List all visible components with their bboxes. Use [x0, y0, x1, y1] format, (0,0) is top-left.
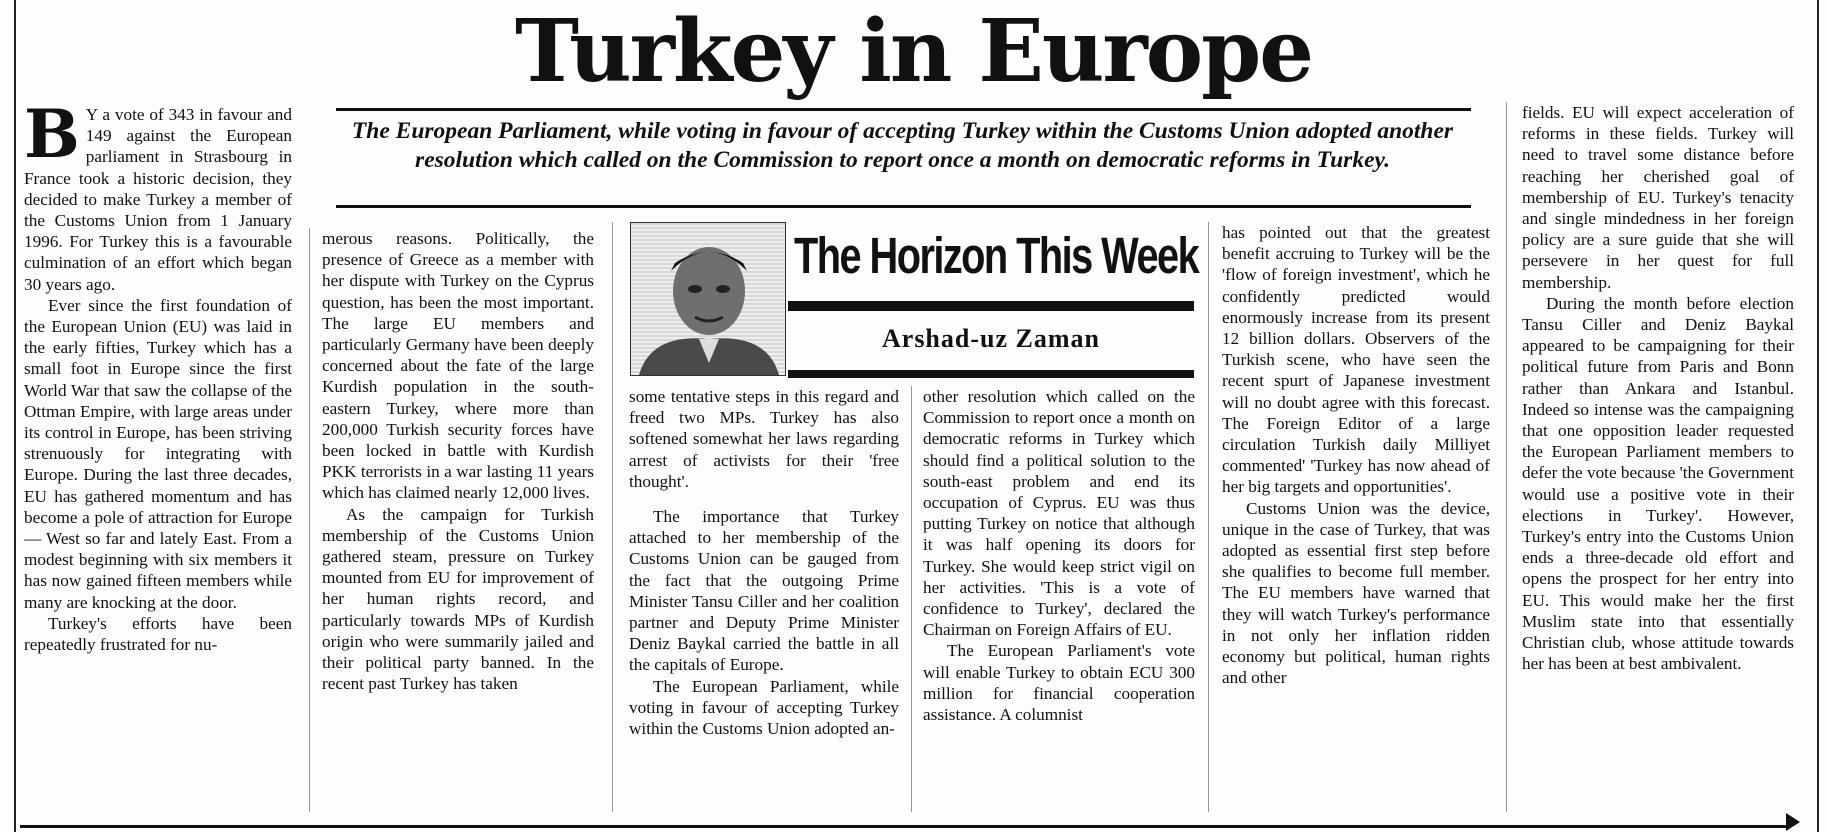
deck-top-rule	[336, 108, 1471, 111]
deck: The European Parliament, while voting in favour of accepting Turkey within the Customs Union adopted another resolution which called on the Commission to report once a month on democratic reforms in Turkey.	[351, 118, 1454, 173]
right-border	[1817, 0, 1819, 832]
article-column-1	[24, 95, 292, 655]
article-column-6	[1522, 102, 1794, 674]
author-portrait-icon	[631, 223, 785, 375]
paragraph: some tentative steps in this regard and freed two MPs. Turkey has also softened somewhat her laws regarding arrest of activists for their 'free thought'.	[629, 387, 899, 491]
paragraph: has pointed out that the greatest benefit accruing to Turkey will be the 'flow of foreign investment', which he confidently predicted would enormously increase from its present 12 billion dollars. Observers of the Turkish scene, who have seen the recent spurt of Japanese investment will no doubt agree with this forecast. The Foreign Editor of a large circulation Turkish daily Milliyet commented' 'Turkey has now ahead of her big targets and opportunities'.	[1222, 223, 1490, 497]
paragraph: B Y a vote of 343 in favour and 149 against the European parliament in Strasbourg in France took a historic decision, they decided to make Turkey a member of the Customs Union from 1 January 1996. For Turkey this is a favourable culmination of an effort which began 30 years ago.	[24, 95, 292, 294]
paragraph: fields. EU will expect acceleration of reforms in these fields. Turkey will need to travel some distance before reaching her cherished goal of membership of EU. Turkey's tenacity and single mindedness in her foreign policy are a sure guide that she will persevere in her quest for full membership.	[1522, 103, 1794, 292]
bottom-rule	[20, 825, 1790, 828]
byline-rule	[788, 370, 1194, 378]
dropcap: B	[24, 95, 80, 173]
paragraph: The European Parliament's vote will enable Turkey to obtain ECU 300 million for financial cooperation assistance. A columnist	[923, 641, 1195, 725]
paragraph: During the month before election Tansu Ciller and Deniz Baykal appeared to be campaigning for their political future from Paris and Bonn rather than Ankara and Istanbul. Indeed so intense was the campaigning that one opposition leader requested the European Parliament members to defer the vote because 'the Government would use a positive vote in their elections in Turkey'. However, Turkey's entry into the Customs Union ends a three-decade old effort and opens the prospect for her entry into EU. This would make her the first Muslim state into that essentially Christian club, whose attitude towards her has been at best ambivalent.	[1522, 293, 1794, 674]
column-divider	[309, 228, 310, 812]
column-divider	[1208, 222, 1209, 812]
paragraph: merous reasons. Politically, the presence of Greece as a member with her dispute with Turkey on the Cyprus question, has been the most important. The large EU members and particularly Germany have been deeply concerned about the fate of the large Kurdish population in the south-eastern Turkey, where more than 200,000 Turkish security forces have been locked in battle with Kurdish PKK terrorists in a war lasting 11 years which has claimed nearly 12,000 lives.	[322, 229, 594, 503]
headline: Turkey in Europe	[515, 1, 1312, 102]
paragraph: Turkey's efforts have been repeatedly frustrated for nu-	[24, 613, 292, 655]
paragraph: As the campaign for Turkish membership of the Customs Union gathered steam, pressure on Turkey mounted from EU for improvement of her human rights record, and particularly towards MPs of Kurdish origin who were summarily jailed and their political party banned. In the recent past Turkey has taken	[322, 504, 594, 694]
article-column-5	[1222, 222, 1490, 688]
paragraph: The European Parliament, while voting in favour of accepting Turkey within the Customs Union adopted an-	[629, 676, 899, 739]
article-column-2	[322, 228, 594, 694]
column-divider	[911, 386, 912, 812]
paragraph: Customs Union was the device, unique in the case of Turkey, that was adopted as essential first step before she qualifies to become full member. The EU members have warned that they will watch Turkey's performance in not only her inflation ridden economy but political, human rights and other	[1222, 498, 1490, 688]
deck-bottom-rule	[336, 205, 1471, 208]
paragraph: other resolution which called on the Commission to report once a month on democratic reforms in Turkey which should find a political solution to the south-east problem and end its occupation of Cyprus. EU was thus putting Turkey on notice that although it was half opening its doors for Turkey. She would keep strict vigil on her activities. 'This is a vote of confidence to Turkey', declared the Chairman on Foreign Affairs of EU.	[923, 387, 1195, 640]
article-column-4	[923, 386, 1195, 725]
author-photo	[630, 222, 786, 376]
column-divider	[1506, 102, 1507, 812]
byline: Arshad-uz Zaman	[882, 324, 1100, 353]
paragraph: Ever since the first foundation of the European Union (EU) was laid in the early fifties, Turkey which has a small foot in Europe since the first World War that saw the collapse of the Ottman Empire, with large areas under its control in Europe, has been striving strenuously for integrating with Europe. During the last three decades, EU has gathered momentum and has become a pole of attraction for Europe — West so far and lately East. From a modest beginning with six members it has now gained fifteen members while many are knocking at the door.	[24, 295, 292, 612]
column-divider	[612, 222, 613, 812]
article-column-3	[629, 386, 899, 739]
column-title-rule	[788, 301, 1194, 311]
column-title: The Horizon This Week	[794, 227, 1199, 284]
paragraph: The importance that Turkey attached to her membership of the Customs Union can be gauged from the fact that the outgoing Prime Minister Tansu Ciller and her coalition partner and Deputy Prime Minister Deniz Baykal carried the battle in all the capitals of Europe.	[629, 507, 899, 675]
continuation-arrow-icon	[1786, 813, 1800, 831]
left-border	[14, 0, 16, 832]
